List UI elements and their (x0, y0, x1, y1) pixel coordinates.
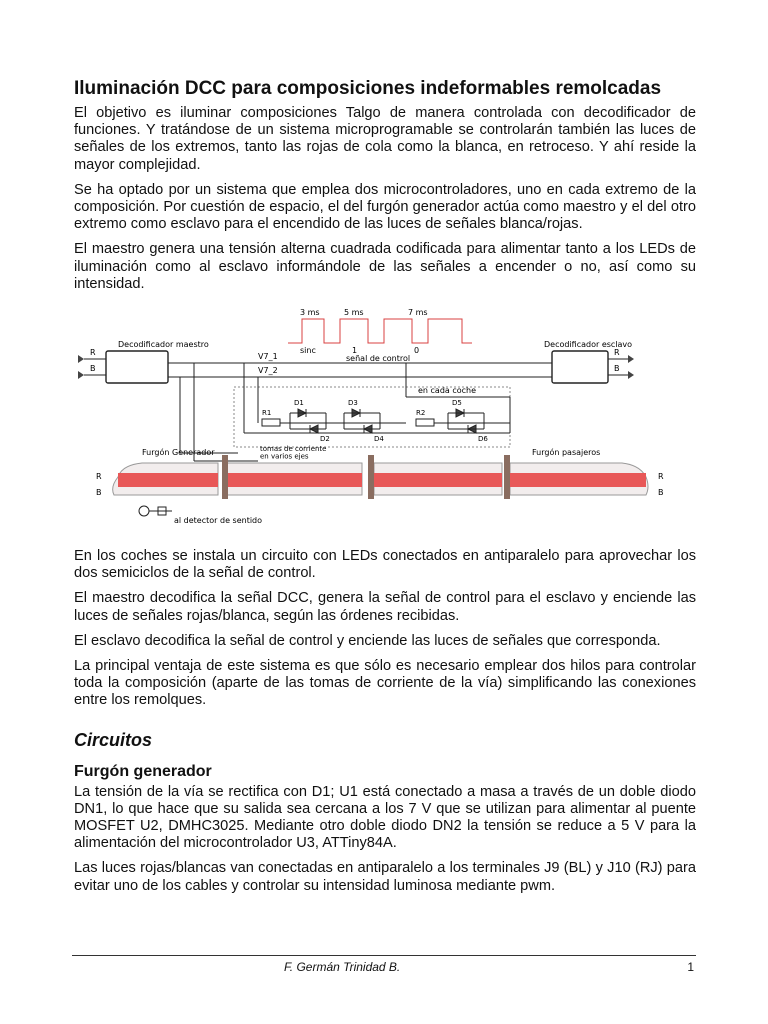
advantage-paragraph: La principal ventaja de este sistema es que sólo es necesario emplear dos hilos para controlar toda la composición (aparte de las tomas de corriente de la vía) simplificando las conexiones entre los remolques. (74, 658, 696, 709)
each-car-circuit-box (234, 387, 510, 447)
slave-r-label: R (614, 348, 620, 358)
slave-decoder-box (552, 351, 608, 383)
footer-author: F. Germán Trinidad B. (284, 960, 401, 974)
rectifier-paragraph: La tensión de la vía se rectifica con D1; U1 está conectado a masa a través de un doble diodo DN1, lo que hace que su salida sea cercana a los 7 V que se utilizan para alimentar al puente MOSFET U2, DMHC3025. Mediante otro doble diodo DN2 la tensión se reduce a 5 V para la alimentación del microcontrolador U3, ATTiny84A. (74, 783, 696, 852)
document-title: Iluminación DCC para composiciones indeformables remolcadas (74, 78, 662, 99)
timing-label-7ms: 7 ms (408, 308, 428, 318)
master-paragraph: El maestro genera una tensión alterna cuadrada codificada para alimentar tanto a los LEDs de iluminación como al esclavo informándole de las señales a encender o no, así como su intensidad. (74, 241, 696, 292)
diode-label-d3: D3 (348, 399, 358, 408)
master-decoder-box (106, 351, 168, 383)
control-signal-waveform (288, 319, 472, 343)
diode-pair-2 (344, 409, 380, 433)
resistor-label-r1: R1 (262, 409, 272, 418)
resistor-r1 (262, 419, 280, 426)
master-r-label: R (90, 348, 96, 358)
diode-pair-3 (448, 409, 484, 433)
pulse-label-0: 0 (414, 346, 420, 356)
train-b-left: B (96, 488, 102, 498)
pulse-label-1: 1 (352, 346, 358, 356)
diode-label-d1: D1 (294, 399, 304, 408)
system-diagram (62, 305, 684, 537)
train-r-right: R (658, 472, 664, 482)
master-signal-leds (78, 355, 84, 379)
diode-label-d6: D6 (478, 435, 488, 444)
each-car-label: en cada coche (418, 386, 477, 396)
slave-signal-leds (628, 355, 634, 379)
generator-car-label: Furgón Generador (142, 448, 215, 458)
v7-1-label: V7_1 (258, 352, 278, 362)
train-b-right: B (658, 488, 664, 498)
page-footer (72, 955, 696, 974)
master-b-label: B (90, 364, 96, 374)
signal-lights-paragraph: Las luces rojas/blancas van conectadas en antiparalelo a los terminales J9 (BL) y J10 (RJ) para evitar uno de los cables y controlar su intensidad luminosa mediante pwm. (74, 860, 696, 894)
master-decodes-paragraph: El maestro decodifica la señal DCC, genera la señal de control para el esclavo y enciende las luces de señales rojas/blanca, según las órdenes recibidas. (74, 590, 696, 624)
diode-label-d4: D4 (374, 435, 384, 444)
leds-paragraph: En los coches se instala un circuito con LEDs conectados en antiparalelo para aprovechar los dos semiciclos de la señal de control. (74, 548, 696, 582)
page-number: 1 (687, 960, 694, 974)
timing-label-3ms: 3 ms (300, 308, 320, 318)
slave-b-label: B (614, 364, 620, 374)
train-r-left: R (96, 472, 102, 482)
master-decoder-label: Decodificador maestro (118, 340, 209, 350)
train-composition (113, 455, 648, 499)
pickup-label: tomas de corriente en varios ejes (260, 445, 327, 461)
slave-decoder-label: Decodificador esclavo (544, 340, 633, 350)
section-heading-circuitos: Circuitos (74, 729, 153, 750)
design-paragraph: Se ha optado por un sistema que emplea dos microcontroladores, uno en cada extremo de la composición. Por cuestión de espacio, el del furgón generador actúa como maestro y el del otro extremo como esclavo para el encendido de las luces de señales blanca/rojas. (74, 181, 696, 233)
resistor-label-r2: R2 (416, 409, 426, 418)
v7-2-label: V7_2 (258, 366, 278, 376)
resistor-r2 (416, 419, 434, 426)
subheading-furgon-generador: Furgón generador (74, 762, 212, 780)
slave-decodes-paragraph: El esclavo decodifica la señal de control y enciende las luces de señales que corresponda. (74, 632, 661, 649)
intro-paragraph: El objetivo es iluminar composiciones Talgo de manera controlada con decodificador de funciones. Y tratándose de un sistema microprogramable se controlarán también las luces de señales de los extremos, tanto las rojas de cola como la blanca, en retroceso. Y ahí reside la mayor complejidad. (74, 105, 696, 173)
document-page (74, 78, 696, 903)
direction-detector-symbol (139, 506, 172, 516)
diode-label-d2: D2 (320, 435, 330, 444)
diode-label-d5: D5 (452, 399, 462, 408)
pulse-label-sinc: sinc (300, 346, 316, 356)
diode-pair-1 (290, 409, 326, 433)
timing-label-5ms: 5 ms (344, 308, 364, 318)
control-signal-label: señal de control (346, 354, 411, 364)
passenger-car-label: Furgón pasajeros (532, 448, 601, 458)
direction-detector-label: al detector de sentido (174, 516, 263, 526)
